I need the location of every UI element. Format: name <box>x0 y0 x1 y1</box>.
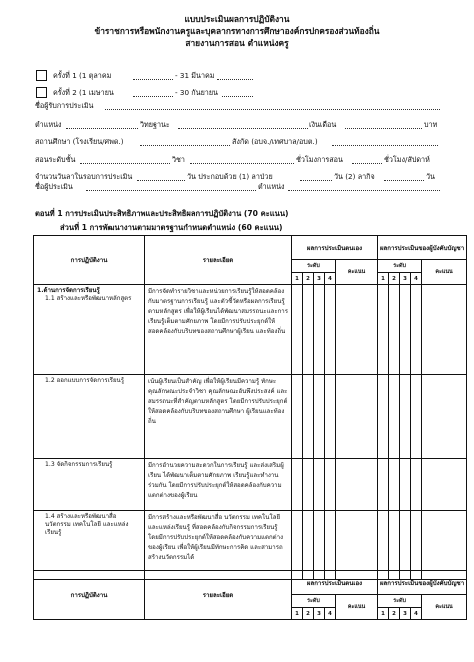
section-part-title: ส่วนที่ 1 การพัฒนางานตามมาตรฐานกำหนดตำแหน่ง (60 คะแนน) <box>60 223 283 232</box>
salary-label: เงินเดือน <box>309 120 337 129</box>
academic-label: วิทยฐานะ <box>140 120 170 129</box>
super-level-4: 4 <box>411 273 422 285</box>
col-self-header: ผลการประเมินตนเอง <box>292 236 378 260</box>
score-box[interactable] <box>378 375 389 459</box>
super-level-2: 2 <box>389 608 400 620</box>
score-box[interactable] <box>325 459 336 511</box>
score-box[interactable] <box>292 285 303 375</box>
days3-label: วัน <box>426 172 435 181</box>
score-box[interactable] <box>314 285 325 375</box>
period-2-suffix: - 30 กันยายน <box>175 88 218 97</box>
under-input[interactable] <box>332 145 438 146</box>
period-2-dots-2 <box>222 96 253 97</box>
evaluator-position-input[interactable] <box>288 190 440 191</box>
score-box[interactable] <box>411 285 422 375</box>
self-level-3: 3 <box>314 608 325 620</box>
score-box[interactable] <box>422 459 467 511</box>
score-box[interactable] <box>411 459 422 511</box>
days-input[interactable] <box>137 180 185 181</box>
score-box[interactable] <box>303 285 314 375</box>
col-self-header: ผลการประเมินตนเอง <box>292 571 378 595</box>
hours-label: ชั่วโมงการสอน <box>296 155 343 164</box>
salary-input[interactable] <box>345 128 422 129</box>
evaluator-position-label: ตำแหน่ง <box>258 182 285 191</box>
super-level-3: 3 <box>400 608 411 620</box>
period-2-checkbox[interactable] <box>36 87 47 98</box>
col-super-header: ผลการประเมินของผู้บังคับบัญชา <box>378 571 467 595</box>
row-work-cell <box>34 375 145 459</box>
score-box[interactable] <box>303 459 314 511</box>
score-box[interactable] <box>389 285 400 375</box>
row-detail: เน้นผู้เรียนเป็นสำคัญ เพื่อให้ผู้เรียนมีความรู้ ทักษะ คุณลักษณะประจำวิชา คุณลักษณะอันพึงประสงค์ และสมรรถนะที่สำคัญตามหลักสูตร โดยมีการปรับประยุกต์ให้สอดคล้องกับบริบทของสถานศึกษา ผู้เรียนและท้องถิ่น <box>145 375 292 459</box>
self-level-1: 1 <box>292 273 303 285</box>
super-score-header: คะแนน <box>422 595 467 620</box>
period-2-dots <box>133 96 173 97</box>
score-box[interactable] <box>378 285 389 375</box>
table-row <box>34 285 467 375</box>
evaluator-label: ชื่อผู้ประเมิน <box>35 182 73 191</box>
score-box[interactable] <box>336 459 378 511</box>
self-level-4: 4 <box>325 273 336 285</box>
hours-unit-label: ชั่วโมง/สัปดาห์ <box>384 155 430 164</box>
self-score-header: คะแนน <box>336 595 378 620</box>
period-1-checkbox[interactable] <box>36 70 47 81</box>
score-box[interactable] <box>400 375 411 459</box>
super-level-1: 1 <box>378 608 389 620</box>
row-work-item: 1.3 จัดกิจกรรมการเรียนรู้ <box>45 461 113 468</box>
days-label: จำนวนวันลาในรอบการประเมิน <box>35 172 133 181</box>
score-box[interactable] <box>336 375 378 459</box>
row-detail: มีการสร้างและหรือพัฒนาสื่อ นวัตกรรม เทคโนโลยีและแหล่งเรียนรู้ ที่สอดคล้องกับกิจกรรมการเรียนรู้ โดยมีการปรับประยุกต์ให้สอดคล้องกับความแตกต่างของผู้เรียน เพื่อให้ผู้เรียนมีทักษะการคิด และสามารถสร้างนวัตกรรมได้ <box>145 511 292 580</box>
col-detail-header: รายละเอียด <box>145 236 292 285</box>
score-box[interactable] <box>389 459 400 511</box>
self-score-header: คะแนน <box>336 260 378 285</box>
level-input[interactable] <box>80 163 170 164</box>
score-box[interactable] <box>400 459 411 511</box>
row-detail: มีการอำนวยความสะดวกในการเรียนรู้ และส่งเสริมผู้เรียน ได้พัฒนาเต็มตามศักยภาพ เรียนรู้และทำงานร่วมกัน โดยมีการปรับประยุกต์ให้สอดคล้องกับความแตกต่างของผู้เรียน <box>145 459 292 511</box>
self-level-3: 3 <box>314 273 325 285</box>
days-unit-label: วัน ประกอบด้วย (1) ลาป่วย <box>187 172 273 181</box>
score-box[interactable] <box>389 375 400 459</box>
super-score-header: คะแนน <box>422 260 467 285</box>
score-box[interactable] <box>303 375 314 459</box>
score-box[interactable] <box>292 375 303 459</box>
form-line-position: สายงานการสอน ตำแหน่งครู <box>185 38 289 48</box>
period-2-label: ครั้งที่ 2 (1 เมษายน <box>53 88 114 97</box>
section-title: ตอนที่ 1 การประเมินประสิทธิภาพและประสิทธิผลการปฏิบัติงาน (70 คะแนน) <box>35 209 289 218</box>
personal-days-input[interactable] <box>384 180 424 181</box>
super-level-header: ระดับ <box>378 260 422 273</box>
score-box[interactable] <box>400 285 411 375</box>
row-work-item: 1.1 สร้างและหรือพัฒนาหลักสูตร <box>45 295 132 303</box>
score-box[interactable] <box>378 459 389 511</box>
score-box[interactable] <box>292 459 303 511</box>
self-level-header: ระดับ <box>292 260 336 273</box>
row-work-heading: 1.ด้านการจัดการเรียนรู้ <box>37 287 100 294</box>
super-level-1: 1 <box>378 273 389 285</box>
baht-label: บาท <box>424 120 438 129</box>
school-label: สถานศึกษา (โรงเรียน/ศพด.) <box>35 137 124 146</box>
super-level-3: 3 <box>400 273 411 285</box>
hours-input[interactable] <box>352 163 382 164</box>
row-work-item: 1.4 สร้างและหรือพัฒนาสื่อ นวัตกรรม เทคโนโลยี และแหล่งเรียนรู้ <box>45 513 129 537</box>
self-level-2: 2 <box>303 273 314 285</box>
evaluation-table-continued <box>33 570 467 620</box>
period-1-suffix: - 31 มีนาคม <box>175 71 215 80</box>
col-detail-header: รายละเอียด <box>145 571 292 620</box>
score-box[interactable] <box>411 375 422 459</box>
score-box[interactable] <box>422 375 467 459</box>
form-subtitle: ข้าราชการหรือพนักงานครูและบุคลากรทางการศึกษาองค์กรปกครองส่วนท้องถิ่น <box>94 26 380 36</box>
score-box[interactable] <box>314 375 325 459</box>
col-work-header: การปฏิบัติงาน <box>34 571 145 620</box>
self-level-4: 4 <box>325 608 336 620</box>
sick-days-input[interactable] <box>300 180 332 181</box>
academic-input[interactable] <box>178 128 308 129</box>
period-1-dots-2 <box>217 79 253 80</box>
score-box[interactable] <box>325 375 336 459</box>
form-title: แบบประเมินผลการปฏิบัติงาน <box>184 14 290 24</box>
position-input[interactable] <box>66 128 138 129</box>
table-row <box>34 459 467 511</box>
score-box[interactable] <box>336 285 378 375</box>
col-work-header: การปฏิบัติงาน <box>34 236 145 285</box>
evaluator-input[interactable] <box>86 190 256 191</box>
score-box[interactable] <box>314 459 325 511</box>
under-label: สังกัด (อบจ./เทศบาล/อบต.) <box>232 137 318 146</box>
level-label: สอนระดับชั้น <box>35 155 76 164</box>
subject-label: วิชา <box>172 155 185 164</box>
period-1-dots <box>133 79 173 80</box>
table-row <box>34 375 467 459</box>
evaluatee-input[interactable] <box>105 109 440 110</box>
self-level-2: 2 <box>303 608 314 620</box>
school-input[interactable] <box>140 145 230 146</box>
row-work-item: 1.2 ออกแบบการจัดการเรียนรู้ <box>45 377 124 384</box>
super-level-2: 2 <box>389 273 400 285</box>
subject-input[interactable] <box>190 163 294 164</box>
row-detail: มีการจัดทำรายวิชาและหน่วยการเรียนรู้ให้สอดคล้องกับมาตรฐานการเรียนรู้ และตัวชี้วัดหรือผลการเรียนรู้ตามหลักสูตร เพื่อให้ผู้เรียนได้พัฒนาสมรรถนะและการเรียนรู้เต็มตามศักยภาพ โดยมีการปรับประยุกต์ให้สอดคล้องกับบริบทของสถานศึกษาผู้เรียน และท้องถิ่น <box>145 285 292 375</box>
period-1-label: ครั้งที่ 1 (1 ตุลาคม <box>53 71 112 80</box>
score-box[interactable] <box>422 285 467 375</box>
self-level-1: 1 <box>292 608 303 620</box>
evaluatee-label: ชื่อผู้รับการประเมิน <box>35 101 94 110</box>
self-level-header: ระดับ <box>292 595 336 608</box>
position-label: ตำแหน่ง <box>35 120 62 129</box>
row-work-cell <box>34 285 145 375</box>
super-level-4: 4 <box>411 608 422 620</box>
days2-label: วัน (2) ลากิจ <box>334 172 375 181</box>
score-box[interactable] <box>325 285 336 375</box>
row-work-cell <box>34 459 145 511</box>
col-super-header: ผลการประเมินของผู้บังคับบัญชา <box>378 236 467 260</box>
evaluation-table <box>33 235 467 580</box>
super-level-header: ระดับ <box>378 595 422 608</box>
